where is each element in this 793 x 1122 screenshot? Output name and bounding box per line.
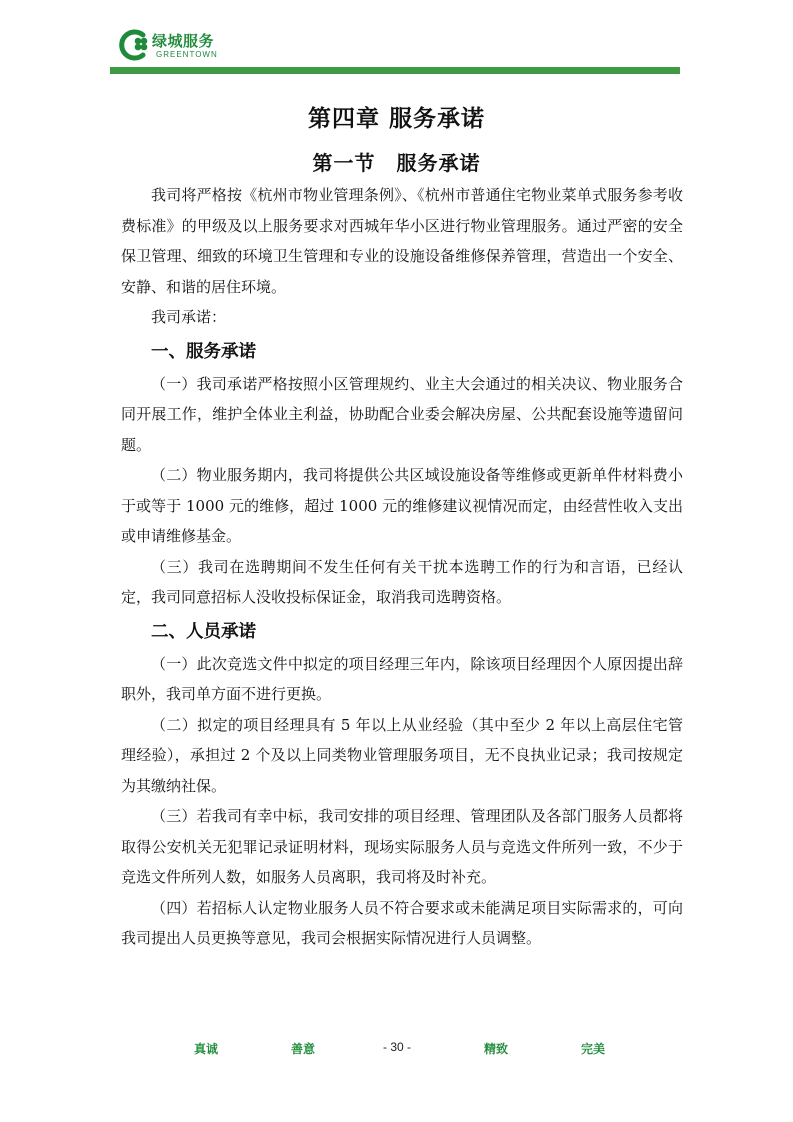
document-body bbox=[121, 180, 683, 954]
greentown-logo-icon bbox=[118, 28, 152, 62]
footer-word-sincere: 真诚 bbox=[194, 1042, 219, 1056]
page-number: - 30 - bbox=[383, 1040, 412, 1054]
logo-english-name: GREENTOWN bbox=[156, 50, 218, 59]
intro-paragraph: 我司将严格按《杭州市物业管理条例》、《杭州市普通住宅物业菜单式服务参考收费标准》的甲级及以上服务要求对西城年华小区进行物业管理服务。通过严密的安全保卫管理、细致的环境卫生管理和专业的设施设备维修保养管理，营造出一个安全、安静、和谐的居住环境。 bbox=[121, 186, 683, 296]
heading-personnel-commitment: 二、人员承诺 bbox=[151, 621, 256, 642]
greentown-logo bbox=[118, 28, 228, 64]
footer-word-kindness: 善意 bbox=[291, 1042, 316, 1056]
personnel-commitment-item: （一）此次竞选文件中拟定的项目经理三年内，除该项目经理因个人原因提出辞职外，我司单方面不进行更换。 bbox=[121, 654, 683, 703]
header-green-bar bbox=[110, 67, 680, 74]
heading-service-commitment: 一、服务承诺 bbox=[151, 341, 256, 362]
intro-commitment-lead: 我司承诺： bbox=[151, 308, 227, 326]
chapter-title: 第四章 服务承诺 bbox=[307, 106, 485, 132]
footer-word-delicate: 精致 bbox=[484, 1042, 509, 1056]
logo-chinese-name: 绿城服务 bbox=[152, 32, 215, 50]
page-header bbox=[110, 24, 680, 76]
service-commitment-item: （一）我司承诺严格按照小区管理规约、业主大会通过的相关决议、物业服务合同开展工作，维护全体业主利益，协助配合业委会解决房屋、公共配套设施等遗留问题。 bbox=[121, 374, 683, 454]
personnel-commitment-item: （二）拟定的项目经理具有 5 年以上从业经验（其中至少 2 年以上高层住宅管理经验），承担过 2 个及以上同类物业管理服务项目，无不良执业记录；我司按规定为其缴纳社保。 bbox=[121, 715, 683, 795]
page-footer bbox=[0, 1040, 793, 1060]
footer-word-perfect: 完美 bbox=[581, 1042, 606, 1056]
service-commitment-item: （三）我司在选聘期间不发生任何有关干扰本选聘工作的行为和言语，已经认定，我司同意招标人没收投标保证金，取消我司选聘资格。 bbox=[121, 557, 683, 606]
service-commitment-item: （二）物业服务期内，我司将提供公共区域设施设备等维修或更新单件材料费小于或等于 1000 元的维修，超过 1000 元的维修建议视情况而定，由经营性收入支出或申请维修基金。 bbox=[121, 466, 683, 545]
personnel-commitment-item: （四）若招标人认定物业服务人员不符合要求或未能满足项目实际需求的，可向我司提出人员更换等意见，我司会根据实际情况进行人员调整。 bbox=[121, 898, 683, 947]
section-title: 第一节 服务承诺 bbox=[312, 151, 481, 175]
personnel-commitment-item: （三）若我司有幸中标，我司安排的项目经理、管理团队及各部门服务人员都将取得公安机关无犯罪记录证明材料，现场实际服务人员与竞选文件所列一致，不少于竞选文件所列人数，如服务人员离职，我司将及时补充。 bbox=[121, 807, 683, 886]
